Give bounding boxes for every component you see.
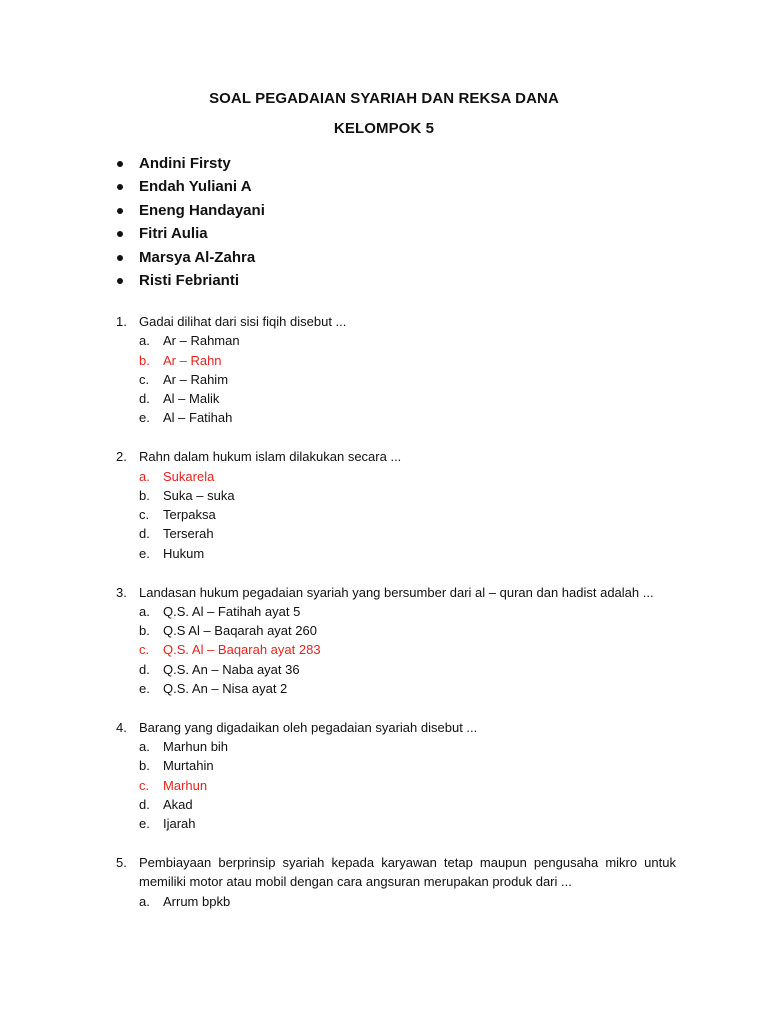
member-list	[114, 152, 265, 292]
answer-option	[139, 737, 676, 756]
member-item	[114, 246, 265, 269]
option-letter: d.	[139, 661, 150, 677]
option-letter: d.	[139, 797, 150, 813]
answer-option	[139, 389, 676, 408]
option-letter: e.	[139, 816, 150, 832]
option-letter: d.	[139, 391, 150, 407]
group-subtitle: KELOMPOK 5	[333, 120, 435, 137]
option-letter: e.	[139, 410, 150, 426]
option-text: Sukarela	[163, 468, 215, 484]
question-list	[114, 312, 676, 931]
option-letter: b.	[139, 758, 150, 774]
option-list	[139, 892, 676, 911]
question-number: 5.	[116, 855, 127, 871]
option-text: Terpaksa	[163, 507, 216, 523]
member-name: Risti Febrianti	[139, 271, 240, 289]
question-item	[114, 853, 676, 911]
bullet-icon	[117, 184, 123, 190]
option-list	[139, 737, 676, 833]
answer-option	[139, 660, 676, 679]
option-text: Hukum	[163, 545, 205, 561]
member-item	[114, 175, 265, 198]
question-number: 2.	[116, 449, 127, 465]
option-text: Arrum bpkb	[163, 893, 231, 909]
bullet-icon	[117, 161, 123, 167]
option-text: Murtahin	[163, 758, 214, 774]
option-letter: a.	[139, 739, 150, 755]
option-letter: a.	[139, 603, 150, 619]
option-letter: e.	[139, 545, 150, 561]
option-letter: c.	[139, 777, 150, 793]
correct-answer-option	[139, 351, 676, 370]
question-item	[114, 312, 676, 428]
answer-option	[139, 679, 676, 698]
option-text: Ar – Rahman	[163, 333, 240, 349]
answer-option	[139, 756, 676, 775]
member-name: Fitri Aulia	[139, 225, 208, 243]
option-text: Q.S. Al – Fatihah ayat 5	[163, 603, 301, 619]
option-letter: b.	[139, 352, 150, 368]
question-number: 3.	[116, 584, 127, 600]
question-text: Landasan hukum pegadaian syariah yang bersumber dari al – quran dan hadist adalah ...	[139, 584, 654, 600]
answer-option	[139, 544, 676, 563]
option-list	[139, 467, 676, 563]
option-text: Suka – suka	[163, 487, 235, 503]
option-text: Q.S. An – Naba ayat 36	[163, 661, 300, 677]
question-text: Pembiayaan berprinsip syariah kepada karyawan tetap maupun pengusaha mikro untuk memiliki motor atau mobil dengan cara angsuran merupakan produk dari ...	[139, 855, 676, 890]
answer-option	[139, 814, 676, 833]
page-title: SOAL PEGADAIAN SYARIAH DAN REKSA DANA	[209, 90, 559, 107]
option-letter: a.	[139, 468, 150, 484]
question-item	[114, 583, 676, 699]
bullet-icon	[117, 278, 123, 284]
answer-option	[139, 408, 676, 427]
option-letter: b.	[139, 487, 150, 503]
answer-option	[139, 602, 676, 621]
member-name: Andini Firsty	[139, 155, 231, 172]
option-text: Ar – Rahim	[163, 371, 229, 387]
option-text: Q.S. Al – Baqarah ayat 283	[163, 642, 321, 658]
option-text: Q.S Al – Baqarah ayat 260	[163, 623, 317, 639]
option-text: Ijarah	[163, 816, 196, 832]
answer-option	[139, 505, 676, 524]
member-name: Endah Yuliani A	[139, 178, 252, 196]
answer-option	[139, 795, 676, 814]
correct-answer-option	[139, 640, 676, 659]
member-item	[114, 199, 265, 222]
answer-option	[139, 331, 676, 350]
member-name: Eneng Handayani	[139, 201, 265, 219]
option-list	[139, 331, 676, 427]
bullet-icon	[117, 231, 123, 237]
option-letter: c.	[139, 371, 150, 387]
option-text: Q.S. An – Nisa ayat 2	[163, 681, 288, 697]
question-number: 4.	[116, 719, 127, 735]
option-letter: b.	[139, 623, 150, 639]
option-letter: d.	[139, 526, 150, 542]
option-text: Ar – Rahn	[163, 352, 222, 368]
option-text: Akad	[163, 797, 193, 813]
option-letter: a.	[139, 893, 150, 909]
option-text: Terserah	[163, 526, 214, 542]
answer-option	[139, 370, 676, 389]
bullet-icon	[117, 208, 123, 214]
answer-option	[139, 524, 676, 543]
member-name: Marsya Al-Zahra	[139, 248, 256, 266]
member-item	[114, 269, 265, 292]
question-text: Gadai dilihat dari sisi fiqih disebut ...	[139, 314, 347, 329]
correct-answer-option	[139, 467, 676, 486]
option-text: Al – Malik	[163, 391, 220, 407]
question-item	[114, 447, 676, 563]
option-text: Al – Fatihah	[163, 410, 233, 426]
answer-option	[139, 486, 676, 505]
option-text: Marhun	[163, 777, 208, 793]
option-letter: a.	[139, 333, 150, 349]
question-number: 1.	[116, 314, 127, 329]
answer-option	[139, 621, 676, 640]
option-list	[139, 602, 676, 698]
option-letter: c.	[139, 507, 150, 523]
answer-option	[139, 892, 676, 911]
question-item	[114, 718, 676, 834]
option-letter: c.	[139, 642, 150, 658]
option-text: Marhun bih	[163, 739, 229, 755]
member-item	[114, 222, 265, 245]
member-item	[114, 152, 265, 175]
option-letter: e.	[139, 681, 150, 697]
correct-answer-option	[139, 776, 676, 795]
question-text: Rahn dalam hukum islam dilakukan secara ...	[139, 449, 402, 465]
question-text: Barang yang digadaikan oleh pegadaian syariah disebut ...	[139, 719, 478, 735]
bullet-icon	[117, 255, 123, 261]
